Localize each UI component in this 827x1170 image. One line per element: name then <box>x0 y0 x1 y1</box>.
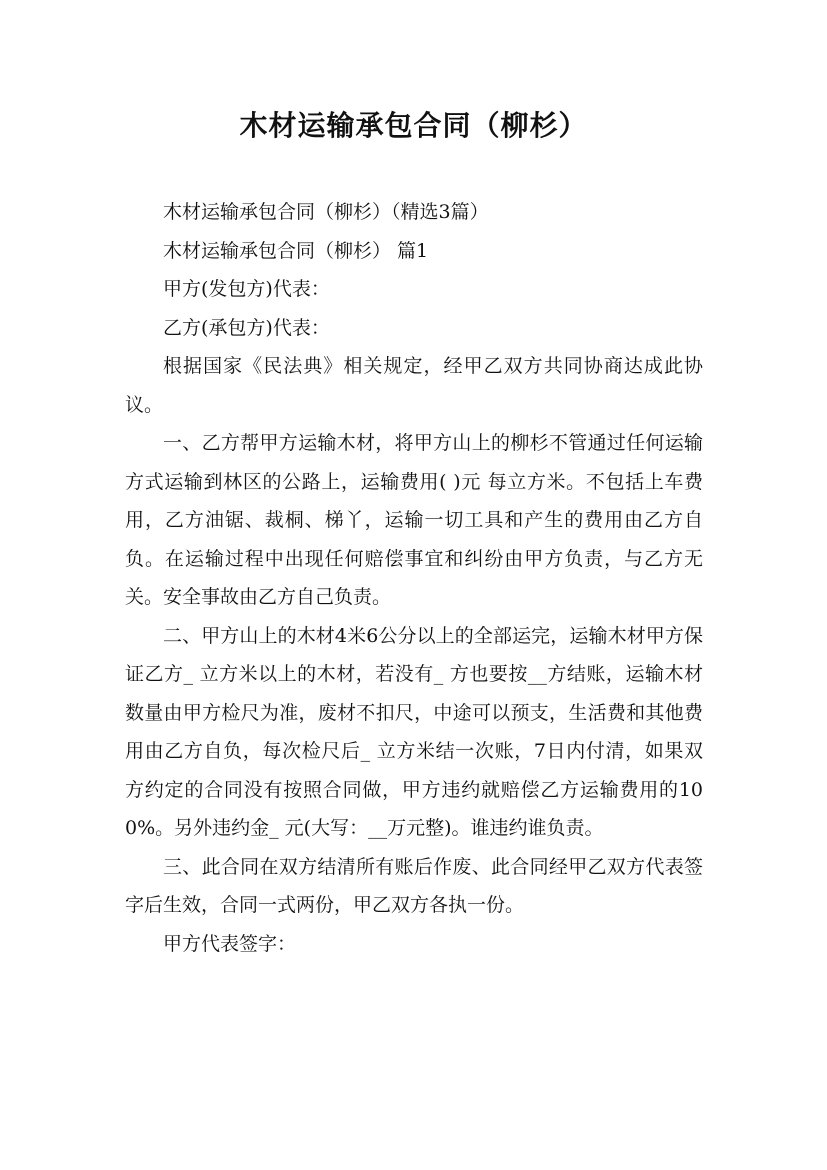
party-a-signature-line: 甲方代表签字： <box>163 932 297 955</box>
document-body <box>125 193 703 963</box>
clause-1: 一、乙方帮甲方运输木材，将甲方山上的柳杉不管通过任何运输方式运输到林区的公路上，运输费用( )元 每立方米。不包括上车费用，乙方油锯、裁桐、梯丫，运输一切工具和产生的费用由乙方自负。在运输过程中出现任何赔偿事宜和纠纷由甲方负责，与乙方无关。安全事故由乙方自己负责。 <box>125 432 703 608</box>
clause-2: 二、甲方山上的木材4米6公分以上的全部运完，运输木材甲方保证乙方_ 立方米以上的木材，若没有_ 方也要按__方结账，运输木材数量由甲方检尺为准，废材不扣尺，中途可以预支，生活费和其他费用由乙方自负，每次检尺后_ 立方米结一次账，7日内付清，如果双方约定的合同没有按照合同做，甲方违约就赔偿乙方运输费用的100%。另外违约金_ 元(大写：__万元整)。谁违约谁负责。 <box>125 624 703 839</box>
preamble-paragraph: 根据国家《民法典》相关规定，经甲乙双方共同协商达成此协议。 <box>125 355 703 416</box>
section-heading: 木材运输承包合同（柳杉） 篇1 <box>163 239 429 262</box>
party-a-line: 甲方(发包方)代表： <box>163 278 330 300</box>
document-title: 木材运输承包合同（柳杉） <box>239 109 588 142</box>
subtitle-selection: 木材运输承包合同（柳杉）（精选3篇） <box>163 201 489 223</box>
clause-3: 三、此合同在双方结清所有账后作废、此合同经甲乙双方代表签字后生效，合同一式两份，甲乙双方各执一份。 <box>125 855 703 916</box>
party-b-line: 乙方(承包方)代表： <box>163 316 330 339</box>
